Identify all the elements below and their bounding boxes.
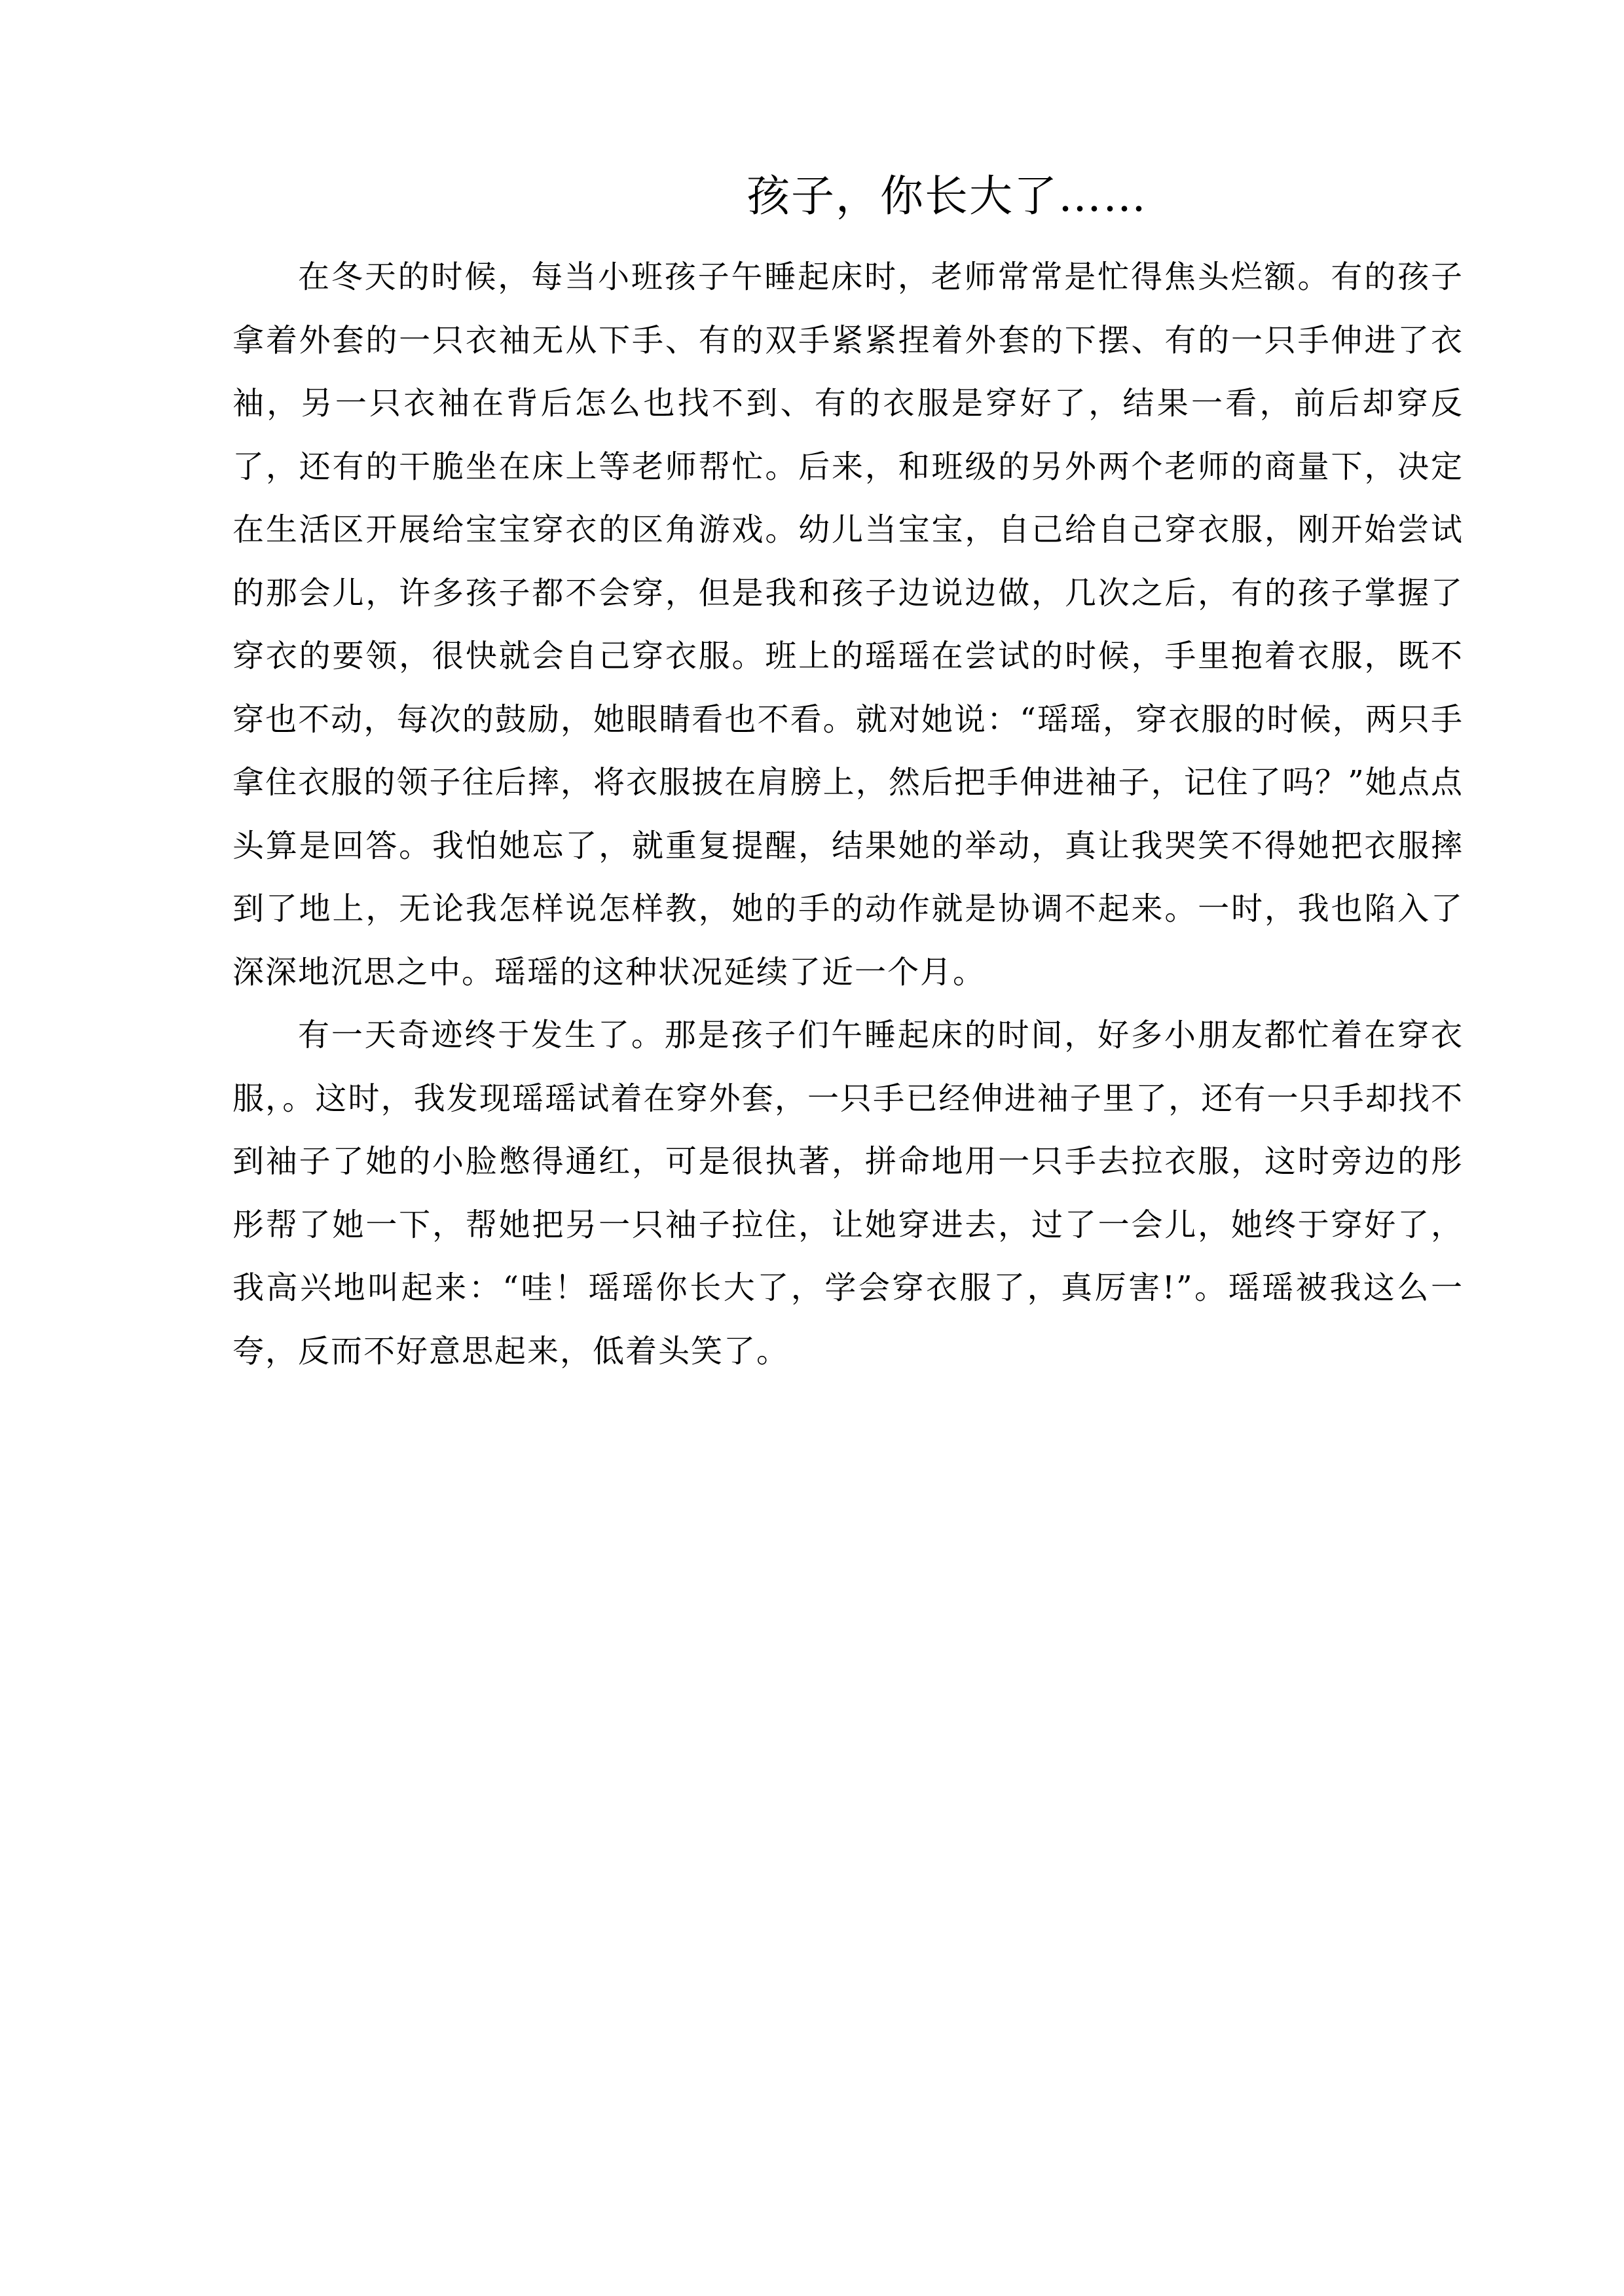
paragraph-1: 在冬天的时候，每当小班孩子午睡起床时，老师常常是忙得焦头烂额。有的孩子拿着外套的一只衣袖无从下手、有的双手紧紧捏着外套的下摆、有的一只手伸进了衣袖，另一只衣袖在背后怎么也找不到、有的衣服是穿好了，结果一看，前后却穿反了，还有的干脆坐在床上等老师帮忙。后来，和班级的另外两个老师的商量下，决定在生活区开展给宝宝穿衣的区角游戏。幼儿当宝宝，自己给自己穿衣服，刚开始尝试的那会儿，许多孩子都不会穿，但是我和孩子边说边做，几次之后，有的孩子掌握了穿衣的要领，很快就会自己穿衣服。班上的瑶瑶在尝试的时候，手里抱着衣服，既不穿也不动，每次的鼓励，她眼睛看也不看。就对她说：“瑶瑶，穿衣服的时候，两只手拿住衣服的领子往后摔，将衣服披在肩膀上，然后把手伸进袖子，记住了吗？”她点点头算是回答。我怕她忘了，就重复提醒，结果她的举动，真让我哭笑不得她把衣服摔到了地上，无论我怎样说怎样教，她的手的动作就是协调不起来。一时，我也陷入了深深地沉思之中。瑶瑶的这种状况延续了近一个月。 (232, 259, 1464, 991)
document-title: 孩子，你长大了…… (747, 171, 1147, 221)
paragraph-2: 有一天奇迹终于发生了。那是孩子们午睡起床的时间，好多小朋友都忙着在穿衣服，。这时，我发现瑶瑶试着在穿外套，一只手已经伸进袖子里了，还有一只手却找不到袖子了她的小脸憋得通红，可是很执著，拼命地用一只手去拉衣服，这时旁边的彤彤帮了她一下，帮她把另一只袖子拉住，让她穿进去，过了一会儿，她终于穿好了，我高兴地叫起来：“哇！瑶瑶你长大了，学会穿衣服了，真厉害!”。瑶瑶被我这么一夸，反而不好意思起来，低着头笑了。 (232, 1017, 1464, 1370)
document-body (232, 246, 1464, 1383)
